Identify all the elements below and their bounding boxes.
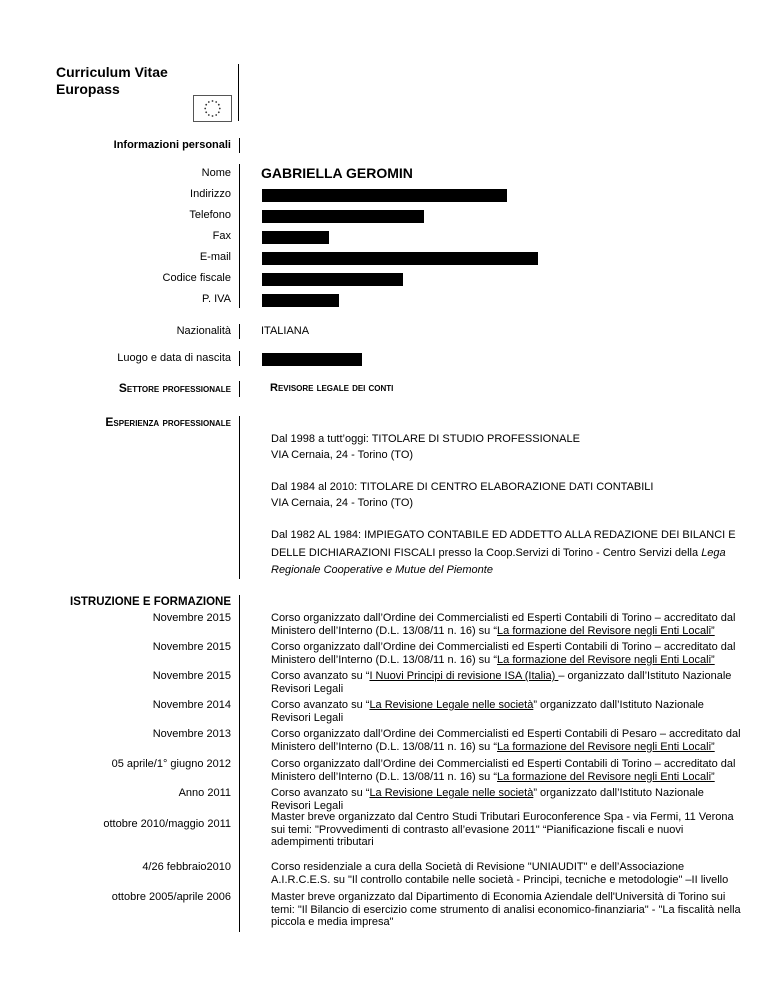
edu-date: 4/26 febbraio2010 bbox=[142, 861, 231, 873]
redacted-phone bbox=[262, 210, 424, 223]
personal-divider bbox=[239, 164, 240, 308]
experience-desc: DELLE DICHIARAZIONI FISCALI presso la Coop.Servizi di Torino - Centro Servizi della bbox=[271, 546, 699, 559]
label-telefono: Telefono bbox=[189, 209, 231, 221]
redacted-email bbox=[262, 252, 538, 265]
redacted-vat bbox=[262, 294, 339, 307]
education-divider bbox=[239, 595, 240, 932]
divider-tick bbox=[239, 324, 240, 339]
edu-date: Novembre 2015 bbox=[152, 670, 231, 682]
experience-item bbox=[271, 479, 731, 511]
experience-desc-italic: Regionale Cooperative e Mutue del Piemonte bbox=[271, 564, 493, 576]
redacted-tax-code bbox=[262, 273, 403, 286]
edu-date: 05 aprile/1° giugno 2012 bbox=[111, 758, 231, 770]
section-settore: Settore professionale bbox=[118, 381, 231, 395]
divider-tick bbox=[239, 351, 240, 366]
label-nazionalita: Nazionalità bbox=[176, 325, 231, 337]
eu-flag-logo bbox=[193, 95, 232, 122]
cv-subtitle: Europass bbox=[56, 81, 120, 97]
label-nome: Nome bbox=[201, 167, 231, 179]
edu-item: Corso residenziale a cura della Società di Revisione "UNIAUDIT" e dell’Associazione A.I.R.C.E.S. su "Il controllo contabile nelle società - Principi, tecniche e metodologie" –II livello bbox=[271, 861, 729, 886]
edu-date: Novembre 2015 bbox=[152, 612, 231, 624]
label-piva: P. IVA bbox=[202, 293, 231, 305]
edu-item: Corso organizzato dall’Ordine dei Commercialisti ed Esperti Contabili di Torino – accreditato dal Ministero dell’Interno (D.L. 13/08/11 n. 16) su “La formazione del Revisore negli Enti Locali” bbox=[271, 612, 736, 637]
edu-date: Novembre 2014 bbox=[152, 699, 231, 711]
header-divider bbox=[238, 64, 239, 121]
section-esperienza: Esperienza professionale bbox=[105, 415, 231, 429]
edu-item: Corso organizzato dall’Ordine dei Commercialisti ed Esperti Contabili di Torino – accreditato dal Ministero dell’Interno (D.L. 13/08/11 n. 16) su “La formazione del Revisore negli Enti Locali” bbox=[271, 758, 736, 783]
edu-date: ottobre 2010/maggio 2011 bbox=[103, 818, 231, 830]
edu-item: Corso avanzato su “La Revisione Legale nelle società” organizzato dall’Istituto Nazionale Revisori Legali bbox=[271, 699, 704, 724]
divider-tick bbox=[239, 138, 240, 153]
edu-item: Corso organizzato dall’Ordine dei Commercialisti ed Esperti Contabili di Pesaro – accreditato dal Ministero dell’Interno (D.L. 13/08/11 n. 16) su “La formazione del Revisore negli Enti Locali” bbox=[271, 728, 741, 753]
edu-date: ottobre 2005/aprile 2006 bbox=[111, 891, 231, 903]
label-fax: Fax bbox=[212, 230, 231, 242]
cv-title: Curriculum Vitae bbox=[56, 64, 168, 80]
experience-address: VIA Cernaia, 24 - Torino (TO) bbox=[271, 449, 414, 461]
experience-item bbox=[271, 527, 736, 580]
edu-date: Anno 2011 bbox=[178, 787, 231, 799]
edu-item: Master breve organizzato dal Dipartimento di Economia Aziendale dell'Università di Torino sui temi: "Il Bilancio di esercizio come strumento di analisi economico-finanziaria" - "La fiscalità nella piccola e media impresa" bbox=[271, 891, 741, 928]
edu-date: Novembre 2015 bbox=[152, 641, 231, 653]
experience-title: Dal 1998 a tutt’oggi: TITOLARE DI STUDIO PROFESSIONALE bbox=[271, 433, 580, 445]
experience-desc-italic: Lega bbox=[701, 546, 726, 559]
experience-divider bbox=[239, 416, 240, 579]
experience-title: Dal 1984 al 2010: TITOLARE DI CENTRO ELABORAZIONE DATI CONTABILI bbox=[271, 481, 654, 493]
person-name: GABRIELLA GEROMIN bbox=[261, 165, 413, 181]
label-codice-fiscale: Codice fiscale bbox=[162, 272, 231, 284]
label-email: E-mail bbox=[199, 251, 231, 263]
edu-item: Corso organizzato dall’Ordine dei Commercialisti ed Esperti Contabili di Torino – accreditato dal Ministero dell’Interno (D.L. 13/08/11 n. 16) su “La formazione del Revisore negli Enti Locali” bbox=[271, 641, 736, 666]
section-personal-info: Informazioni personali bbox=[113, 139, 231, 151]
divider-tick bbox=[239, 381, 240, 397]
edu-item: Corso avanzato su “La Revisione Legale nelle società” organizzato dall’Istituto Nazionale Revisori Legali bbox=[271, 787, 704, 812]
edu-item: Master breve organizzato dal Centro Studi Tributari Euroconference Spa - via Fermi, 11 Verona sui temi: "Provvedimenti di contrasto all’evasione 2011" “Pianificazione fiscali e nuovi adempimenti tributari bbox=[271, 811, 734, 848]
label-indirizzo: Indirizzo bbox=[190, 188, 231, 200]
experience-address: VIA Cernaia, 24 - Torino (TO) bbox=[271, 497, 414, 509]
redacted-address bbox=[262, 189, 507, 202]
nationality-value: ITALIANA bbox=[261, 325, 310, 337]
edu-item: Corso avanzato su “I Nuovi Principi di revisione ISA (Italia) – organizzato dall’Istituto Nazionale Revisori Legali bbox=[271, 670, 732, 695]
sector-value: Revisore legale dei conti bbox=[270, 382, 394, 394]
redacted-fax bbox=[262, 231, 329, 244]
redacted-birth bbox=[262, 353, 362, 366]
section-istruzione: ISTRUZIONE E FORMAZIONE bbox=[70, 596, 231, 608]
edu-date: Novembre 2013 bbox=[152, 728, 231, 740]
label-luogo-data-nascita: Luogo e data di nascita bbox=[117, 352, 231, 364]
experience-title: Dal 1982 AL 1984: IMPIEGATO CONTABILE ED ADDETTO ALLA REDAZIONE DEI BILANCI E bbox=[271, 529, 736, 541]
experience-item bbox=[271, 431, 731, 463]
